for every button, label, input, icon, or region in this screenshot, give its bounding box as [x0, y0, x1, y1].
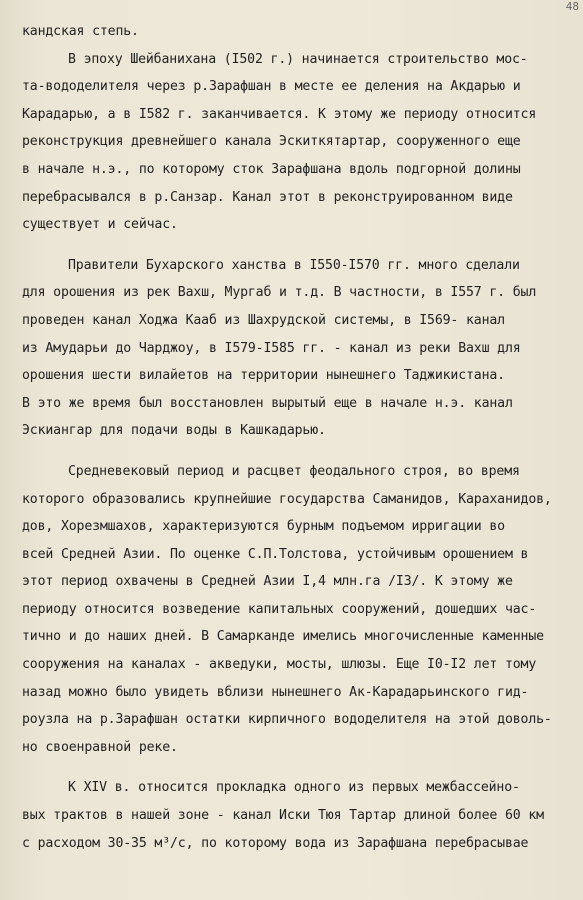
text-line: перебрасывался в р.Санзар. Канал этот в реконструированном виде: [22, 189, 513, 205]
text-line: периоду относится возведение капитальных сооружений, дошедших час-: [22, 601, 537, 617]
text-line: но своенравной реке.: [22, 739, 178, 755]
text-line: в начале н.э., по которому сток Зарафшана вдоль подгорной долины: [22, 161, 521, 177]
text-line: Правители Бухарского ханства в I550-I570 гг. много сделали: [68, 257, 520, 273]
text-line: которого образовались крупнейшие государства Саманидов, Караханидов,: [22, 491, 552, 507]
text-line: реконструкция древнейшего канала Эскиткятартар, сооруженного еще: [22, 134, 521, 150]
text-line: существует и сейчас.: [22, 217, 178, 233]
text-line: Эскиангар для подачи воды в Кашкадарью.: [22, 423, 326, 439]
page-number: 48: [565, 0, 579, 13]
text-line: всей Средней Азии. По оценке С.П.Толстова, устойчивым орошением в: [22, 546, 529, 562]
text-line: Средневековый период и расцвет феодального строя, во время: [68, 463, 520, 479]
text-line: проведен канал Ходжа Кааб из Шахрудской системы, в I569- канал: [22, 312, 505, 328]
text-line: кандская степь.: [22, 24, 139, 39]
text-line: В эпоху Шейбанихана (I502 г.) начинается строительство мос-: [68, 51, 528, 67]
text-line: из Амударьи до Чарджоу, в I579-I585 гг. - канал из реки Вахш для: [22, 340, 521, 356]
text-line: та-вододелителя через р.Зарафшан в месте ее деления на Акдарью и: [22, 79, 521, 95]
text-line: К XIV в. относится прокладка одного из первых межбассейно-: [68, 780, 520, 796]
text-line: орошения шести вилайетов на территории нынешнего Таджикистана.: [22, 368, 505, 384]
text-line: тично и до наших дней. В Самарканде имелись многочисленные каменные: [22, 629, 544, 645]
text-line: Карадарью, а в I582 г. заканчивается. К этому же периоду относится: [22, 106, 537, 122]
text-line: вых трактов в нашей зоне - канал Иски Тюя Тартар длиной более 60 км: [22, 808, 544, 824]
text-line: с расходом 30-35 м³/с, по которому вода из Зарафшана перебрасывае: [22, 835, 529, 851]
text-line: назад можно было увидеть вблизи нынешнего Ак-Карадарьинского гид-: [22, 684, 529, 700]
text-line: дов, Хорезмшахов, характеризуются бурным подъемом ирригации во: [22, 519, 505, 535]
text-line: для орошения из рек Вахш, Мургаб и т.д. В частности, в I557 г. был: [22, 285, 537, 301]
text-line: этот период охвачены в Средней Азии I,4 млн.га /I3/. К этому же: [22, 574, 513, 590]
text-line: В это же время был восстановлен вырытый еще в начале н.э. канал: [22, 395, 513, 411]
text-line: сооружения на каналах - акведуки, мосты, шлюзы. Еще I0-I2 лет тому: [22, 657, 537, 673]
document-text: [22, 18, 578, 857]
text-line: роузла на р.Зарафшан остатки кирпичного вододелителя на этой доволь-: [22, 712, 552, 728]
